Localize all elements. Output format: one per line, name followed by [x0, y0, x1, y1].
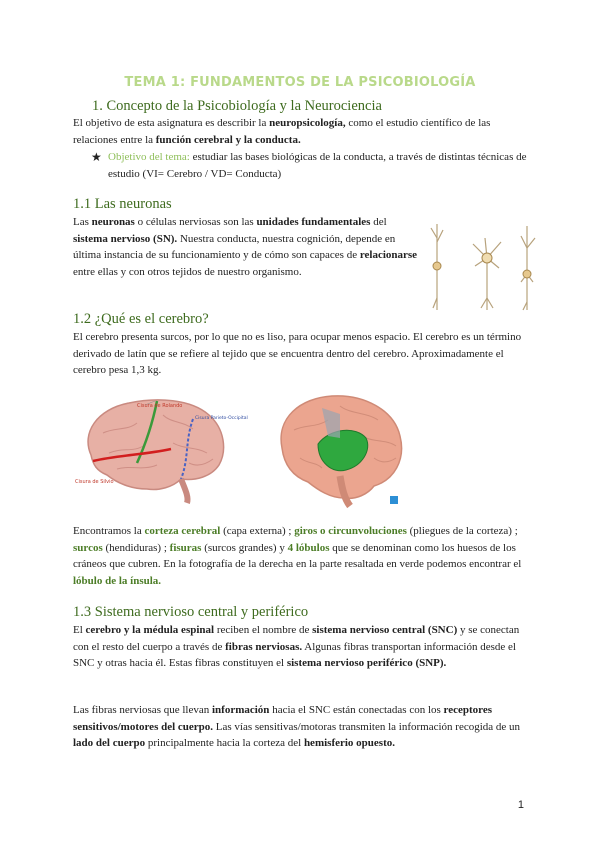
rolando-label: Cisura de Rolando: [137, 403, 183, 409]
section-1-1-heading: 1.1 Las neuronas: [73, 196, 172, 212]
page-number: 1: [517, 799, 524, 811]
silvio-label: Cisura de Silvio: [75, 479, 114, 485]
cortex-paragraph: Encontramos la corteza cerebral (capa externa) ; giros o circunvoluciones (pliegues de la corteza) ; surcos (hendiduras) ; fisuras (surcos grandes) y 4 lóbulos que se denominan como los huesos de los cráneos que cubren. En la fotografía de la derecha en la parte resaltada en verde podemos encontrar el lóbulo de la ínsula.: [73, 525, 522, 587]
brain-fissures-figure: [73, 393, 248, 505]
brain-insula-figure: [270, 388, 410, 508]
neurons-paragraph: Las neuronas o células nerviosas son las unidades fundamentales del sistema nervioso (SN). Nuestra conducta, nuestra cognición, depende en última instancia de su funcionamiento y de cómo son capaces de relacionarse entre ellas y con otros tejidos de nuestro organismo.: [73, 216, 418, 278]
section-1-2-heading: 1.2 ¿Qué es el cerebro?: [73, 311, 209, 327]
section-1-3-heading: 1.3 Sistema nervioso central y periférico: [73, 604, 309, 620]
star-bullet-icon: ★: [91, 150, 102, 164]
parieto-occipital-label: Cisura Parieto-Occipital: [195, 416, 248, 421]
section-1-paragraph: El objetivo de esta asignatura es describir la neuropsicología, como el estudio científico de las relaciones entre la función cerebral y la conducta.: [73, 117, 491, 146]
document-title: TEMA 1: FUNDAMENTOS DE LA PSICOBIOLOGÍA: [124, 75, 476, 90]
brain-paragraph: El cerebro presenta surcos, por lo que no es liso, para ocupar menos espacio. El cerebro es un término derivado de latín que se refiere al tejido que se encuentra dentro del cerebro. Aproximadamente el cerebro pesa 1,3 kg.: [73, 331, 522, 376]
cns-paragraph: El cerebro y la médula espinal reciben el nombre de sistema nervioso central (SNC) y se conectan con el resto del cuerpo a través de fibras nerviosas. Algunas fibras transportan información desde el SNC y otras hacia él. Estas fibras constituyen el sistema nervioso periférico (SNP).: [73, 624, 520, 669]
objective-bullet: Objetivo del tema: estudiar las bases biológicas de la conducta, a través de distintas técnicas de estudio (VI= Cerebro / VD= Conducta): [108, 151, 527, 180]
nerve-fibers-paragraph: Las fibras nerviosas que llevan información hacia el SNC están conectadas con los receptores sensitivos/motores del cuerpo. Las vías sensitivas/motoras transmiten la información recogida de un lado del cuerpo principalmente hacia la corteza del hemisferio opuesto.: [73, 704, 521, 749]
section-1-heading: 1. Concepto de la Psicobiología y la Neurociencia: [92, 98, 382, 114]
neurons-illustration: [425, 218, 545, 316]
